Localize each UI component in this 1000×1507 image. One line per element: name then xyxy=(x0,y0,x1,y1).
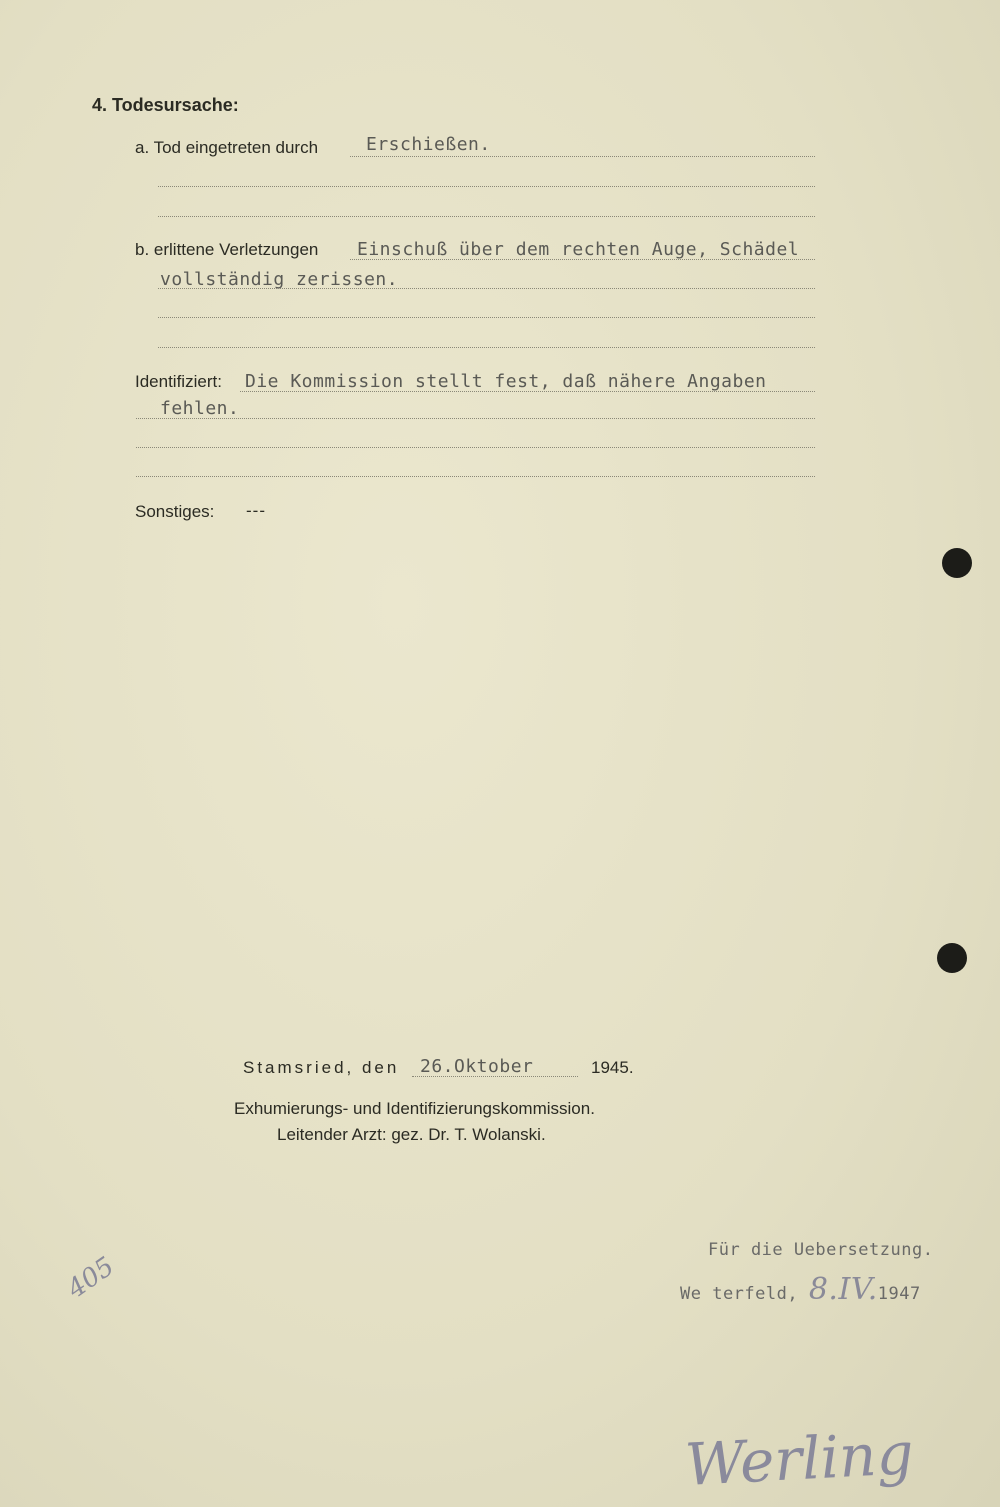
injuries-label: b. erlittene Verletzungen xyxy=(135,240,319,259)
punch-hole xyxy=(942,548,972,578)
dotted-line xyxy=(158,347,815,348)
dotted-line xyxy=(240,391,815,392)
margin-note: 405 xyxy=(62,1251,120,1305)
signature: Werling xyxy=(683,1419,916,1499)
dotted-line xyxy=(158,186,815,187)
other-value: --- xyxy=(246,501,266,520)
year-text: 1945. xyxy=(591,1058,634,1077)
dotted-line xyxy=(158,317,815,318)
dotted-line xyxy=(136,418,815,419)
dotted-line xyxy=(350,156,815,157)
translation-year: 1947 xyxy=(877,1284,921,1304)
dotted-line xyxy=(350,259,815,260)
dotted-line xyxy=(412,1076,578,1077)
punch-hole xyxy=(937,943,967,973)
doctor-text: Leitender Arzt: gez. Dr. T. Wolanski. xyxy=(277,1125,546,1144)
section-heading: 4. Todesursache: xyxy=(92,95,239,115)
translation-line-2 xyxy=(680,1272,921,1307)
dotted-line xyxy=(158,288,815,289)
date-value: 26.Oktober xyxy=(420,1056,534,1077)
translation-line-1: Für die Uebersetzung. xyxy=(708,1240,934,1260)
translation-date: 8.IV. xyxy=(808,1272,878,1307)
commission-text: Exhumierungs- und Identifizierungskommission. xyxy=(234,1099,595,1118)
place-text: Stamsried, den xyxy=(243,1058,400,1077)
identified-label: Identifiziert: xyxy=(135,372,222,391)
injuries-line-1: Einschuß über dem rechten Auge, Schädel xyxy=(357,239,800,260)
cause-value: Erschießen. xyxy=(366,134,491,155)
injuries-line-2: vollständig zerissen. xyxy=(160,269,399,290)
dotted-line xyxy=(136,447,815,448)
identified-line-2: fehlen. xyxy=(160,398,240,419)
dotted-line xyxy=(158,216,815,217)
dotted-line xyxy=(136,476,815,477)
cause-label: a. Tod eingetreten durch xyxy=(135,138,319,157)
identified-line-1: Die Kommission stellt fest, daß nähere Angaben xyxy=(245,371,767,392)
other-label: Sonstiges: xyxy=(135,502,215,521)
translation-place: We terfeld, xyxy=(680,1284,799,1304)
